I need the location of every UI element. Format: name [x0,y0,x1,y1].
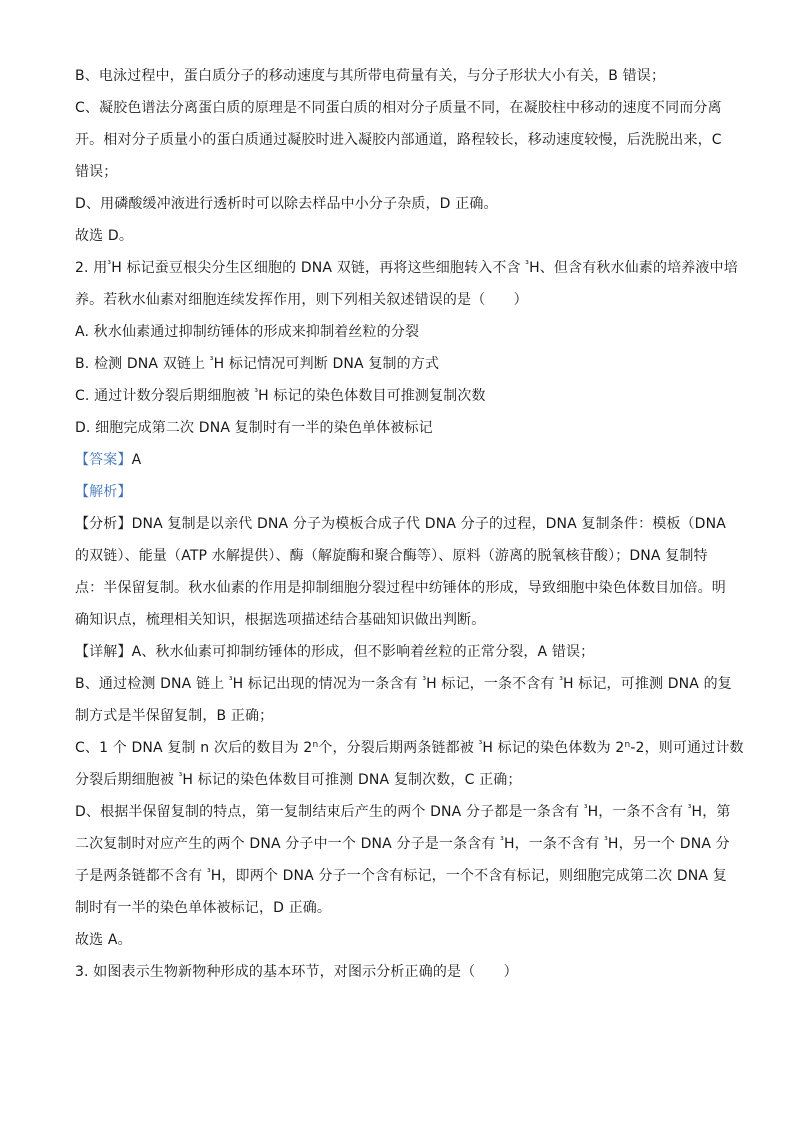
text-line-option-d-explanation: D、用磷酸缓冲液进行透析时可以除去样品中小分子杂质，D 正确。 [75,196,498,212]
detail-option-d: D、根据半保留复制的特点，第一复制结束后产生的两个 DNA 分子都是一条含有 $^{^3}$H，一条不含有 $^{^3}$H，第 [75,804,731,820]
detail-option-d-cont-1: 二次复制时对应产生的两个 DNA 分子中一个 DNA 分子是一条含有 $^{^3}$H，一条不含有 $^{^3}$H，另一个 DNA 分 [75,836,730,852]
answer-value: A [131,452,142,468]
analysis-paragraph-line-3: 点：半保留复制。秋水仙素的作用是抑制细胞分裂过程中纺锤体的形成，导致细胞中染色体数目加倍。明 [75,580,726,596]
question-2-option-b: B. 检测 DNA 双链上 $^{^3}$H 标记情况可判断 DNA 复制的方式 [75,356,440,372]
question-3-stem: 3. 如图表示生物新物种形成的基本环节，对图示分析正确的是（ ） [75,964,518,980]
detail-option-b: B、通过检测 DNA 链上 $^{^3}$H 标记出现的情况为一条含有 $^{^3}$H 标记，一条不含有 $^{^3}$H 标记，可推测 DNA 的复 [75,676,732,692]
detail-option-d-cont-3: 制时有一半的染色单体被标记，D 正确。 [75,900,332,916]
detail-option-b-cont: 制方式是半保留复制，B 正确； [75,708,274,724]
question-2-option-d: D. 细胞完成第二次 DNA 复制时有一半的染色单体被标记 [75,420,433,436]
text-line-option-c-explanation-cont: 开。相对分子质量小的蛋白质通过凝胶时进入凝胶内部通道，路程较长，移动速度较慢，后洗脱出来，C [75,132,722,148]
analysis-heading [75,476,723,508]
analysis-paragraph-line-4: 确知识点，梳理相关知识，根据选项描述结合基础知识做出判断。 [75,612,486,628]
question-2-option-a: A. 秋水仙素通过抑制纺锤体的形成来抑制着丝粒的分裂 [75,324,420,340]
document-body [75,60,744,988]
detail-option-d-cont-2: 子是两条链都不含有 $^{^3}$H，即两个 DNA 分子一个含有标记，一个不含有标记，则细胞完成第二次 DNA 复 [75,868,727,884]
answer-tag: 【答案】 [75,452,132,468]
text-line-option-b-explanation: B、电泳过程中，蛋白质分子的移动速度与其所带电荷量有关，与分子形状大小有关，B 错误； [75,68,666,84]
detail-option-a: 【详解】A、秋水仙素可抑制纺锤体的形成，但不影响着丝粒的正常分裂，A 错误； [75,644,595,660]
question-2-stem-cont: 养。若秋水仙素对细胞连续发挥作用，则下列相关叙述错误的是（ ） [75,292,528,308]
answer-line [75,444,723,476]
text-line-option-c-verdict: 错误； [75,164,118,180]
text-line-answer-choice-1: 故选 D。 [75,228,133,244]
detail-option-c-cont: 分裂后期细胞被 $^{^3}$H 标记的染色体数目可推测 DNA 复制次数，C 正确； [75,772,522,788]
question-2-stem: 2. 用$^{^3}$H 标记蚕豆根尖分生区细胞的 DNA 双链，再将这些细胞转入不含 $^{^3}$H、但含有秋水仙素的培养液中培 [75,260,738,276]
analysis-paragraph-line-1: 【分析】DNA 复制是以亲代 DNA 分子为模板合成子代 DNA 分子的过程，DNA 复制条件：模板（DNA [75,516,726,532]
analysis-tag: 【解析】 [75,484,132,500]
detail-option-c: C、1 个 DNA 复制 n 次后的数目为 2$^n$个，分裂后期两条链都被 $^{^3}$H 标记的染色体数为 2$^n$-2，则可通过计数 [75,740,744,756]
question-2-option-c: C. 通过计数分裂后期细胞被 $^{^3}$H 标记的染色体数目可推测复制次数 [75,388,486,404]
text-line-option-c-explanation: C、凝胶色谱法分离蛋白质的原理是不同蛋白质的相对分子质量不同，在凝胶柱中移动的速度不同而分离 [75,100,722,116]
analysis-paragraph-line-2: 的双链）、能量（ATP 水解提供）、酶（解旋酶和聚合酶等）、原料（游离的脱氧核苷酸）；DNA 复制特 [75,548,708,564]
text-line-answer-choice-2: 故选 A。 [75,932,132,948]
